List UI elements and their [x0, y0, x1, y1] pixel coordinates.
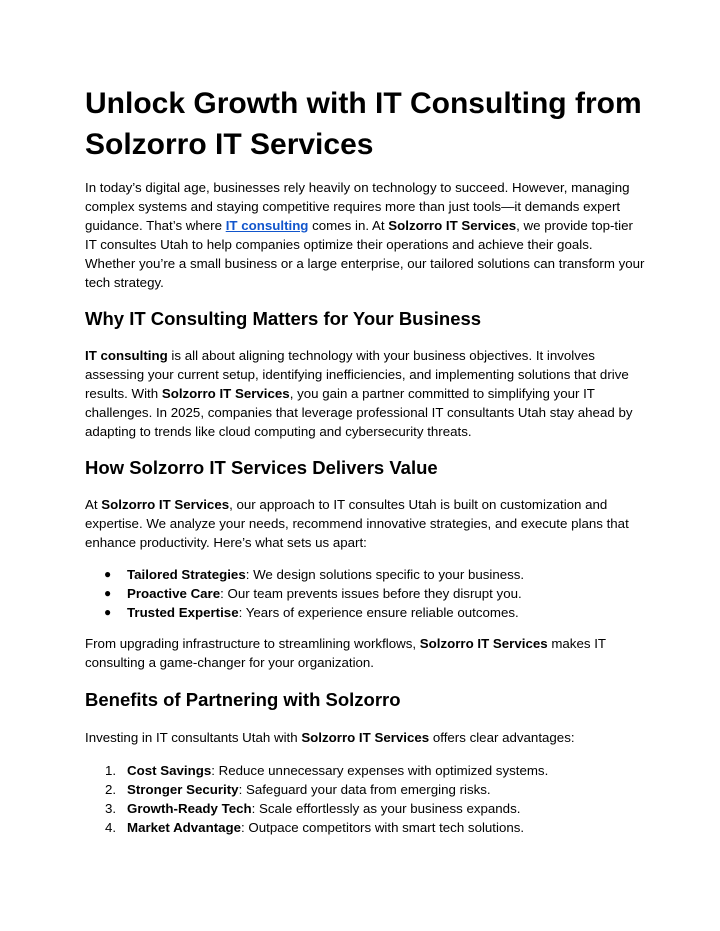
- list-number: 4.: [105, 820, 117, 835]
- it-consulting-link[interactable]: IT consulting: [225, 218, 309, 233]
- how-paragraph: [85, 495, 645, 552]
- bullet-text: : Years of experience ensure reliable outcomes.: [238, 605, 519, 620]
- intro-text-3: , we provide top-tier IT consultes Utah to help companies optimize their operations and achieve their goals. Whether you’re a small business or a large enterprise, our tailored solutions can transform your tech strategy.: [85, 218, 645, 290]
- section-heading-how: How Solzorro IT Services Delivers Value: [85, 457, 438, 478]
- bullet-text: : We design solutions specific to your business.: [245, 567, 525, 582]
- intro-bold-company: Solzorro IT Services: [388, 218, 517, 233]
- list-number: 1.: [105, 763, 117, 778]
- benefits-text-1: Investing in IT consultants Utah with: [85, 730, 302, 745]
- item-text: : Outpace competitors with smart tech solutions.: [241, 820, 525, 835]
- item-text: : Scale effortlessly as your business expands.: [251, 801, 521, 816]
- intro-text-2: comes in. At: [308, 218, 389, 233]
- bullet-label: Tailored Strategies: [127, 567, 246, 582]
- how-closing-paragraph: [85, 634, 645, 672]
- bullet-icon: ●: [104, 605, 112, 619]
- list-item: [85, 780, 645, 799]
- intro-text-1: In today’s digital age, businesses rely heavily on technology to succeed. However, managing complex systems and staying competitive requires more than just tools—it demands expert guidance. That’s where: [85, 180, 630, 233]
- why-text-1: is all about aligning technology with your business objectives. It involves assessing your current setup, identifying inefficiencies, and implementing solutions that drive results. With: [85, 348, 629, 401]
- item-text: : Reduce unnecessary expenses with optimized systems.: [211, 763, 549, 778]
- list-number: 3.: [105, 801, 117, 816]
- bullet-icon: ●: [104, 586, 112, 600]
- list-item: [85, 565, 645, 584]
- bullet-label: Proactive Care: [127, 586, 221, 601]
- item-label: Growth-Ready Tech: [127, 801, 252, 816]
- how-text-1: At: [85, 497, 102, 512]
- section-heading-why: Why IT Consulting Matters for Your Business: [85, 308, 482, 329]
- why-paragraph: [85, 346, 645, 441]
- list-item: [85, 603, 645, 622]
- benefits-numbered-list: [85, 761, 645, 837]
- item-label: Cost Savings: [127, 763, 212, 778]
- bullet-text: : Our team prevents issues before they disrupt you.: [220, 586, 522, 601]
- value-bullet-list: [85, 565, 645, 622]
- bullet-label: Trusted Expertise: [127, 605, 239, 620]
- section-heading-benefits: Benefits of Partnering with Solzorro: [85, 689, 401, 710]
- item-label: Market Advantage: [127, 820, 242, 835]
- list-item: [85, 584, 645, 603]
- why-bold-company: Solzorro IT Services: [161, 386, 290, 401]
- benefits-paragraph: [85, 728, 645, 747]
- bullet-icon: ●: [104, 567, 112, 581]
- item-text: : Safeguard your data from emerging risks.: [238, 782, 491, 797]
- closing-text-1: From upgrading infrastructure to streamlining workflows,: [85, 636, 420, 651]
- benefits-text-2: offers clear advantages:: [429, 730, 575, 745]
- benefits-bold-company: Solzorro IT Services: [301, 730, 430, 745]
- item-label: Stronger Security: [127, 782, 239, 797]
- list-item: [85, 799, 645, 818]
- how-text-2: , our approach to IT consultes Utah is built on customization and expertise. We analyze your needs, recommend innovative strategies, and execute plans that enhance productivity. Here’s what sets us apart:: [85, 497, 629, 550]
- why-text-2: , you gain a partner committed to simplifying your IT challenges. In 2025, companies that leverage professional IT consultants Utah stay ahead by adapting to trends like cloud computing and cybersecurity threats.: [85, 386, 633, 439]
- closing-text-2: makes IT consulting a game-changer for your organization.: [85, 636, 606, 670]
- list-item: [85, 818, 645, 837]
- intro-paragraph: [85, 178, 645, 292]
- list-number: 2.: [105, 782, 117, 797]
- how-bold-company: Solzorro IT Services: [101, 497, 230, 512]
- why-bold-1: IT consulting: [85, 348, 168, 363]
- list-item: [85, 761, 645, 780]
- closing-bold-company: Solzorro IT Services: [419, 636, 548, 651]
- page-title: Unlock Growth with IT Consulting from Solzorro IT Services: [85, 87, 642, 161]
